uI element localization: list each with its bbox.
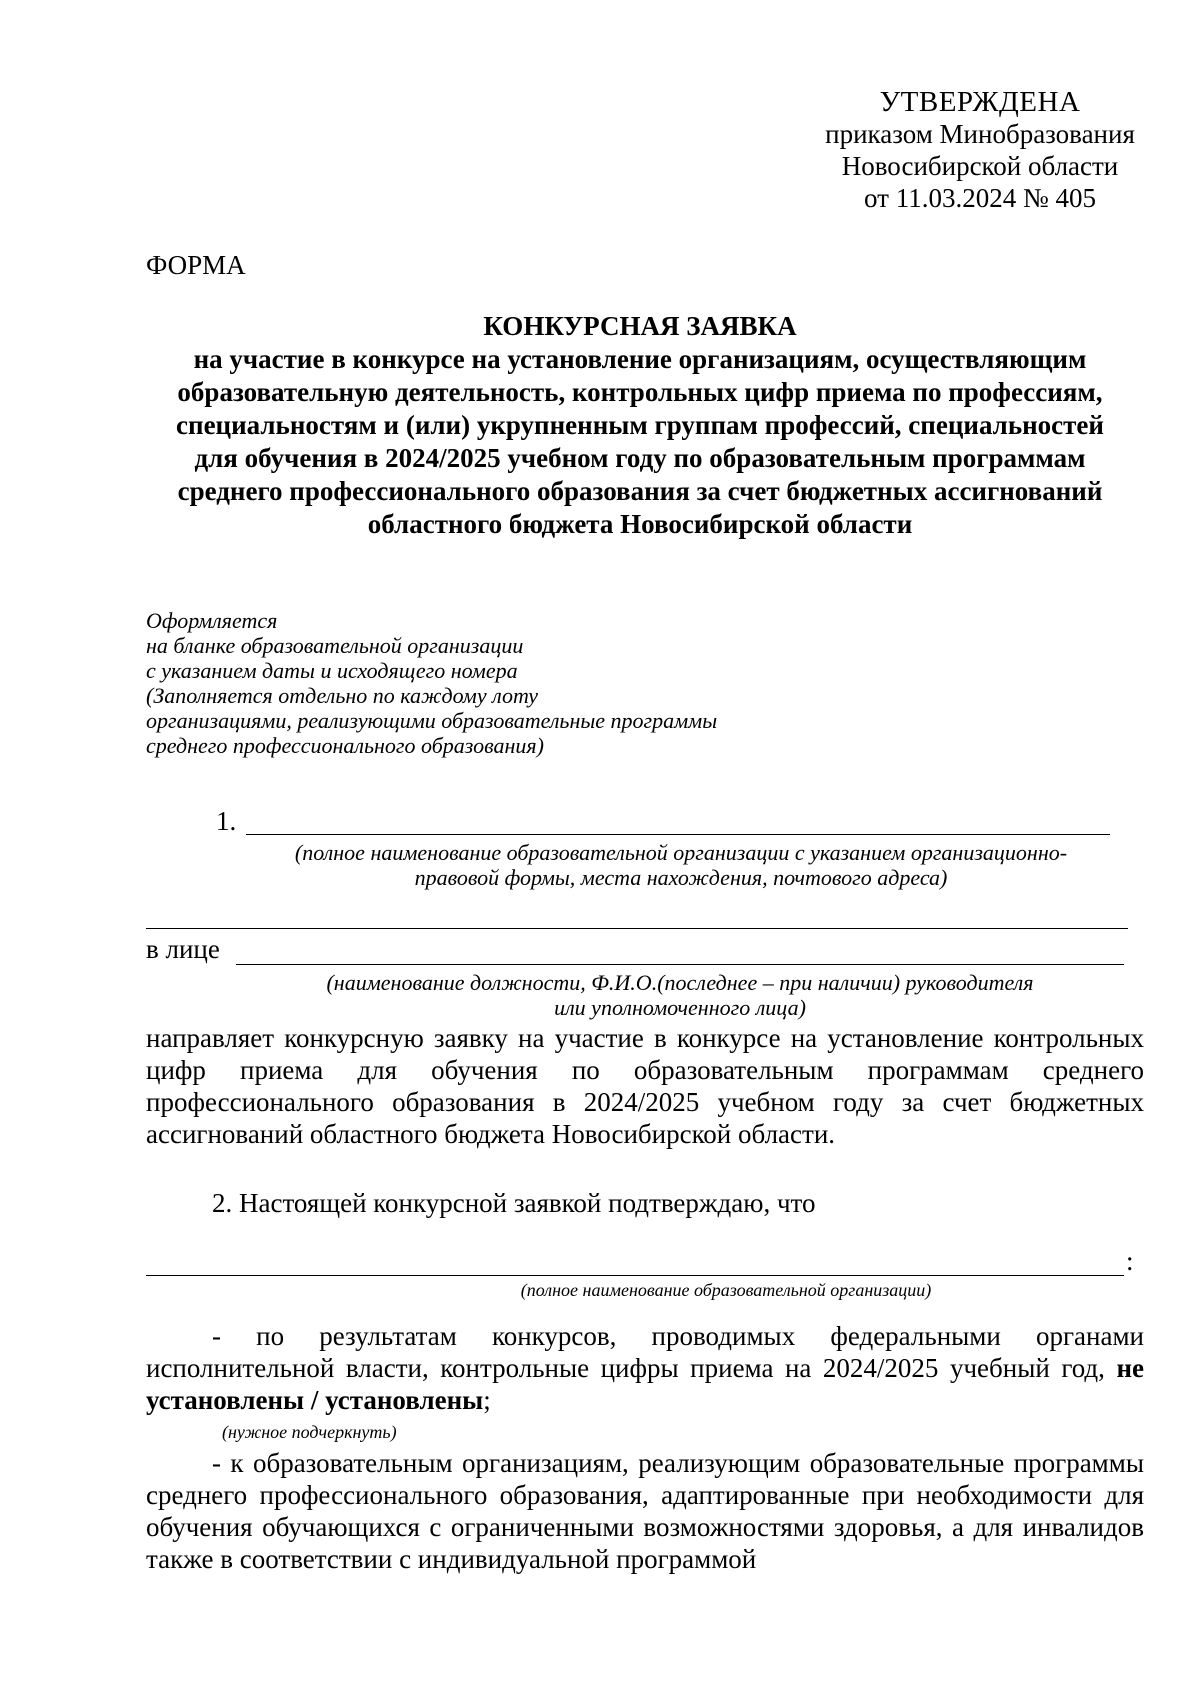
document-title: КОНКУРСНАЯ ЗАЯВКА: [483, 311, 797, 341]
representative-label: в лице: [146, 934, 220, 964]
heading-line: специальностям и (или) укрупненным группам профессий, специальностей: [176, 410, 1104, 440]
heading-line: образовательную деятельность, контрольных цифр приема по профессиям,: [177, 377, 1103, 407]
bullet1-hint: (нужное подчеркнуть): [222, 1422, 397, 1442]
note-line: организациями, реализующими образовательные программы: [146, 708, 718, 733]
heading-line: областного бюджета Новосибирской области: [367, 509, 913, 539]
item2-caption: (полное наименование образовательной организации): [520, 1280, 932, 1300]
approval-line: приказом Минобразования: [825, 119, 1135, 149]
organization-confirm-field[interactable]: [146, 1275, 1124, 1276]
form-label: ФОРМА: [146, 250, 246, 280]
note-line: на бланке образовательной организации: [146, 633, 524, 658]
representative-caption: [236, 970, 1124, 1020]
note-line: Оформляется: [146, 608, 278, 633]
note-line: с указанием даты и исходящего номера: [146, 658, 518, 683]
representative-field[interactable]: [236, 964, 1124, 965]
approval-line: от 11.03.2024 № 405: [864, 183, 1096, 213]
heading-line: для обучения в 2024/2025 учебном году по образовательным программам: [194, 443, 1086, 473]
heading-line: среднего профессионального образования за счет бюджетных ассигнований: [177, 476, 1103, 506]
item2-colon: :: [1126, 1246, 1134, 1276]
approval-title: УТВЕРЖДЕНА: [879, 86, 1081, 118]
document-heading: [140, 310, 1140, 541]
bullet1-status-choice[interactable]: не установлены / установлены: [146, 1353, 1145, 1415]
body-paragraph: направляет конкурсную заявку на участие в конкурсе на установление контрольных цифр приема для обучения по образовательным программам среднего профессионального образования в 2024/2025 учебном году за счет бюджетных ассигнований областного бюджета Новосибирской области.: [146, 1023, 1144, 1149]
representative-caption-line: (наименование должности, Ф.И.О.(последнее – при наличии) руководителя: [326, 970, 1034, 995]
bullet1-text: - по результатам конкурсов, проводимых федеральными органами исполнительной власти, контрольные цифры приема на 2024/2025 учебный год,: [146, 1321, 1144, 1383]
bullet1-end: ;: [483, 1385, 491, 1415]
item1-caption-line: (полное наименование образовательной организации с указанием организационно-: [294, 840, 1068, 865]
organization-name-field[interactable]: [246, 834, 1110, 835]
item1-caption: [246, 840, 1116, 890]
form-note: [146, 608, 717, 758]
item1-number: 1.: [216, 806, 237, 836]
representative-caption-line: или уполномоченного лица): [554, 995, 806, 1020]
note-line: (Заполняется отдельно по каждому лоту: [146, 683, 539, 708]
heading-line: на участие в конкурсе на установление организациям, осуществляющим: [193, 344, 1087, 374]
bullet1: [146, 1320, 1144, 1416]
note-line: среднего профессионального образования): [146, 733, 544, 758]
item1-caption-line: правовой формы, места нахождения, почтового адреса): [414, 865, 948, 890]
bullet2: - к образовательным организациям, реализующим образовательные программы среднего профессионального образования, адаптированные при необходимости для обучения обучающихся с ограниченными возможностями здоровья, а для инвалидов также в соответствии с индивидуальной программой: [146, 1448, 1144, 1574]
approval-stamp: [780, 86, 1180, 214]
item2-text: 2. Настоящей конкурсной заявкой подтверждаю, что: [212, 1188, 816, 1218]
approval-line: Новосибирской области: [841, 151, 1119, 181]
organization-name-field-continued[interactable]: [146, 928, 1128, 929]
